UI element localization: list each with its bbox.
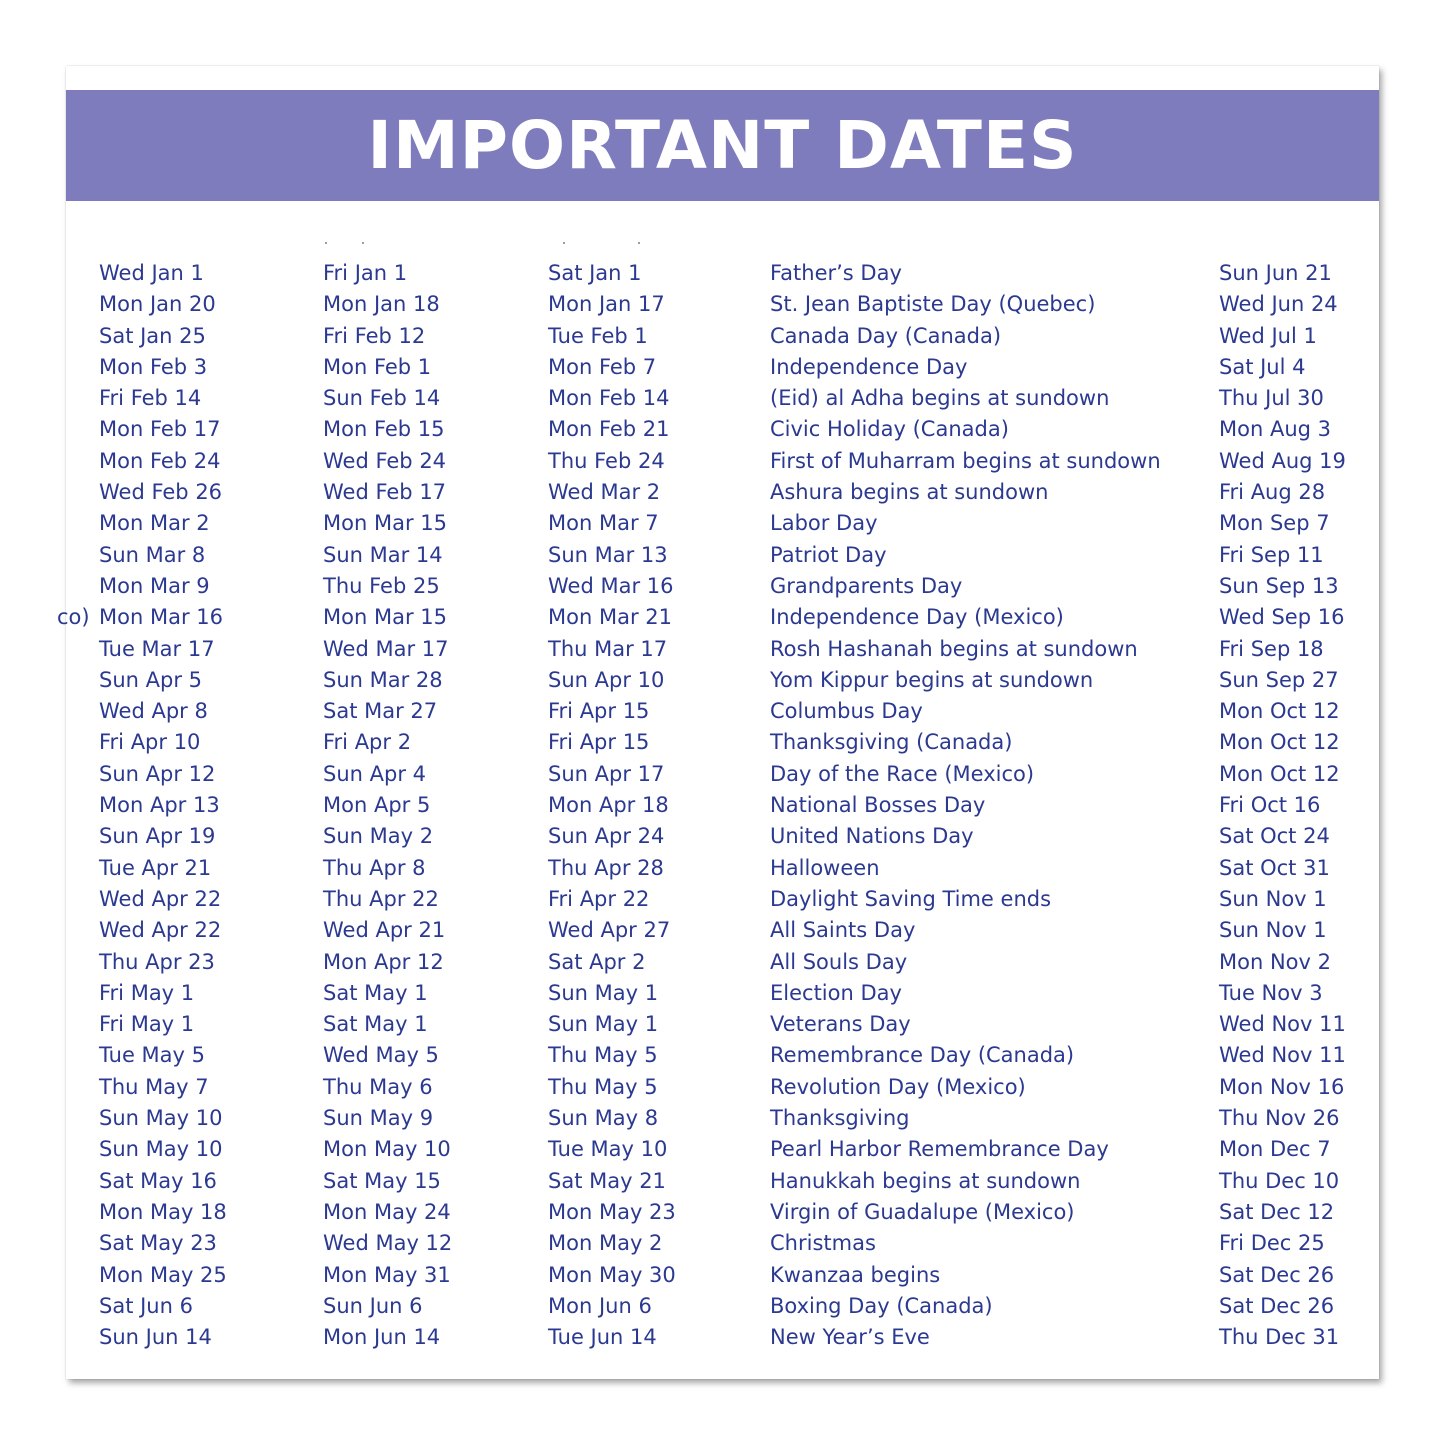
event-name: Virgin of Guadalupe (Mexico) — [770, 1199, 1075, 1224]
event-name: (Eid) al Adha begins at sundown — [770, 386, 1110, 411]
date-entry: Sun Apr 10 — [548, 667, 665, 692]
date-entry: Thu Nov 26 — [1219, 1106, 1340, 1131]
date-entry: Thu Dec 10 — [1219, 1168, 1340, 1193]
date-entry: Fri May 1 — [99, 1012, 195, 1037]
event-name: First of Muharram begins at sundown — [770, 448, 1161, 473]
date-entry — [57, 602, 227, 633]
date-entry: Mon May 18 — [99, 1199, 227, 1224]
date-entry: Sat Dec 12 — [1219, 1199, 1335, 1224]
header-mark — [325, 242, 327, 244]
event-name: Yom Kippur begins at sundown — [770, 667, 1094, 692]
event-name: Halloween — [770, 855, 880, 880]
date-entry: Fri Oct 16 — [1219, 793, 1321, 818]
date-entry: Sun Nov 1 — [1219, 886, 1327, 911]
date-entry: Sun Mar 13 — [548, 542, 668, 567]
date-entry: Mon Nov 16 — [1219, 1074, 1345, 1099]
date-entry: Thu Feb 25 — [323, 573, 440, 598]
event-name: Columbus Day — [770, 699, 923, 724]
header-mark — [362, 242, 364, 244]
date-entry: Wed Feb 24 — [323, 448, 447, 473]
date-entry: Fri Feb 14 — [99, 386, 202, 411]
date-entry: Wed Aug 19 — [1219, 448, 1346, 473]
date-entry: Tue Feb 1 — [548, 323, 648, 348]
event-name: Grandparents Day — [770, 573, 963, 598]
date-entry: Mon Mar 2 — [99, 511, 210, 536]
date-entry: Thu May 5 — [548, 1043, 658, 1068]
date-entry: Thu Jul 30 — [1219, 386, 1324, 411]
event-name: Kwanzaa begins — [770, 1262, 941, 1287]
event-name: Day of the Race (Mexico) — [770, 761, 1035, 786]
date-entry: Tue Apr 21 — [99, 855, 212, 880]
date-entry: Sun Jun 14 — [99, 1325, 212, 1350]
date-entry: Mon Jun 6 — [548, 1293, 652, 1318]
date-column-year-b — [323, 258, 452, 1353]
date-entry: Wed Apr 27 — [548, 918, 671, 943]
event-name: Patriot Day — [770, 542, 887, 567]
date-entry: Mon Apr 13 — [99, 793, 220, 818]
cut-off-text: co) — [57, 605, 90, 630]
date-entry: Sun May 1 — [548, 980, 659, 1005]
date-entry: Mon Mar 15 — [323, 605, 447, 630]
date-entry: Mon Feb 15 — [323, 417, 445, 442]
event-name: Thanksgiving (Canada) — [770, 730, 1013, 755]
date-entry: Wed Jun 24 — [1219, 292, 1338, 317]
date-entry: Tue May 5 — [99, 1043, 205, 1068]
date-entry: Wed Apr 8 — [99, 699, 208, 724]
date-entry: Mon Oct 12 — [1219, 761, 1340, 786]
date-entry: Fri Aug 28 — [1219, 480, 1326, 505]
event-name: Pearl Harbor Remembrance Day — [770, 1137, 1109, 1162]
event-name: Rosh Hashanah begins at sundown — [770, 636, 1138, 661]
title-banner — [66, 90, 1379, 201]
date-entry: Thu May 6 — [323, 1074, 433, 1099]
event-name: Labor Day — [770, 511, 878, 536]
date-entry: Mon Feb 21 — [548, 417, 670, 442]
event-name: Hanukkah begins at sundown — [770, 1168, 1081, 1193]
date-column-year-c — [548, 258, 676, 1353]
page-title: IMPORTANT DATES — [367, 107, 1078, 184]
date-entry: Tue May 10 — [548, 1137, 668, 1162]
date-entry: Mon Mar 21 — [548, 605, 672, 630]
date-entry: Fri Dec 25 — [1219, 1231, 1325, 1256]
date-entry: Mon Mar 7 — [548, 511, 659, 536]
event-name: United Nations Day — [770, 824, 974, 849]
date-entry: Mon Jan 20 — [99, 292, 216, 317]
date-entry: Mon Dec 7 — [1219, 1137, 1331, 1162]
date-entry: Fri Apr 15 — [548, 699, 650, 724]
date-entry: Wed Apr 22 — [99, 918, 222, 943]
date-entry: Sat Jul 4 — [1219, 354, 1306, 379]
date-entry: Sun Mar 28 — [323, 667, 443, 692]
date-entry: Mon Jan 17 — [548, 292, 665, 317]
date-entry: Mon Mar 9 — [99, 573, 210, 598]
date-entry: Sun Mar 14 — [323, 542, 443, 567]
date-entry: Wed May 12 — [323, 1231, 453, 1256]
date-entry: Sun May 9 — [323, 1106, 434, 1131]
date-entry: Sun May 1 — [548, 1012, 659, 1037]
date-entry: Wed Feb 17 — [323, 480, 447, 505]
date-entry: Thu Feb 24 — [548, 448, 665, 473]
date-entry: Sat Jan 1 — [548, 261, 642, 285]
date-entry: Sun Apr 24 — [548, 824, 665, 849]
date-entry: Mon Nov 2 — [1219, 949, 1331, 974]
date-entry: Sun Apr 5 — [99, 667, 202, 692]
date-entry: Sat May 1 — [323, 980, 428, 1005]
date-entry: Mon Oct 12 — [1219, 730, 1340, 755]
date-entry: Sun May 2 — [323, 824, 434, 849]
date-entry: Fri Apr 10 — [99, 730, 201, 755]
date-entry: Fri Jan 1 — [323, 261, 408, 285]
event-name: Boxing Day (Canada) — [770, 1293, 993, 1318]
date-entry: Sun Sep 27 — [1219, 667, 1339, 692]
event-name: Civic Holiday (Canada) — [770, 417, 1009, 442]
date-entry: Thu Apr 22 — [323, 886, 439, 911]
event-name: National Bosses Day — [770, 793, 986, 818]
date-entry: Mon Jan 18 — [323, 292, 440, 317]
event-name: Revolution Day (Mexico) — [770, 1074, 1026, 1099]
date-entry: Sat Dec 26 — [1219, 1262, 1335, 1287]
date-entry: Sun May 10 — [99, 1106, 223, 1131]
date-entry: Tue Jun 14 — [548, 1325, 657, 1350]
date-entry: Sat May 23 — [99, 1231, 217, 1256]
date-entry: Wed Sep 16 — [1219, 605, 1345, 630]
date-entry: Mon May 30 — [548, 1262, 676, 1287]
date-entry: Mon Mar 15 — [323, 511, 447, 536]
date-entry: Thu Apr 28 — [548, 855, 664, 880]
date-entry: Tue Mar 17 — [99, 636, 215, 661]
event-date-column — [1219, 258, 1346, 1353]
date-entry: Mon May 10 — [323, 1137, 451, 1162]
event-name: Independence Day — [770, 354, 968, 379]
event-name: Veterans Day — [770, 1012, 911, 1037]
date-entry: Sat May 15 — [323, 1168, 441, 1193]
date-entry: Wed Nov 11 — [1219, 1043, 1346, 1068]
date-entry: Thu Apr 23 — [99, 949, 215, 974]
event-name-column — [770, 258, 1161, 1353]
event-name: Election Day — [770, 980, 902, 1005]
date-column-year-a — [57, 258, 227, 1353]
event-name: St. Jean Baptiste Day (Quebec) — [770, 292, 1096, 317]
event-name: New Year’s Eve — [770, 1325, 930, 1350]
date-entry: Sat Apr 2 — [548, 949, 646, 974]
event-name: Thanksgiving — [770, 1106, 910, 1131]
date-entry: Sat Mar 27 — [323, 699, 438, 724]
date-entry: Sun Sep 13 — [1219, 573, 1339, 598]
date-entry: Sat Oct 31 — [1219, 855, 1330, 880]
date-entry: Wed May 5 — [323, 1043, 439, 1068]
date-entry: Sat May 16 — [99, 1168, 217, 1193]
date-entry: Mon May 24 — [323, 1199, 451, 1224]
date-entry: Mon Aug 3 — [1219, 417, 1331, 442]
date-entry: Mon Sep 7 — [1219, 511, 1330, 536]
date-entry: Sun Feb 14 — [323, 386, 441, 411]
date-text: Mon Mar 16 — [99, 605, 223, 630]
date-entry: Mon Feb 3 — [99, 354, 208, 379]
date-entry: Wed Nov 11 — [1219, 1012, 1346, 1037]
date-entry: Thu May 5 — [548, 1074, 658, 1099]
date-entry: Mon Oct 12 — [1219, 699, 1340, 724]
date-entry: Sat Dec 26 — [1219, 1293, 1335, 1318]
date-entry: Sat May 21 — [548, 1168, 666, 1193]
date-entry: Fri Sep 18 — [1219, 636, 1324, 661]
event-name: Canada Day (Canada) — [770, 323, 1002, 348]
date-entry: Mon May 31 — [323, 1262, 451, 1287]
date-entry: Mon Feb 14 — [548, 386, 670, 411]
date-entry: Sun Nov 1 — [1219, 918, 1327, 943]
date-entry: Wed Mar 2 — [548, 480, 661, 505]
date-entry: Fri Apr 15 — [548, 730, 650, 755]
date-entry: Sat Jun 6 — [99, 1293, 193, 1318]
event-name: Ashura begins at sundown — [770, 480, 1049, 505]
date-entry: Thu Apr 8 — [323, 855, 426, 880]
event-name: Remembrance Day (Canada) — [770, 1043, 1075, 1068]
date-entry: Mon Feb 7 — [548, 354, 657, 379]
date-entry: Tue Nov 3 — [1219, 980, 1323, 1005]
date-entry: Sun Apr 12 — [99, 761, 216, 786]
date-entry: Fri May 1 — [99, 980, 195, 1005]
date-entry: Mon Apr 5 — [323, 793, 431, 818]
date-entry: Sat May 1 — [323, 1012, 428, 1037]
header-mark — [638, 242, 640, 244]
date-entry: Mon Feb 24 — [99, 448, 221, 473]
date-entry: Wed Mar 17 — [323, 636, 449, 661]
event-name: Father’s Day — [770, 261, 902, 285]
date-entry: Mon Feb 17 — [99, 417, 221, 442]
date-entry: Fri Feb 12 — [323, 323, 426, 348]
date-entry: Sun May 10 — [99, 1137, 223, 1162]
date-entry: Sat Jan 25 — [99, 323, 206, 348]
event-name: All Saints Day — [770, 918, 916, 943]
date-entry: Wed Jan 1 — [99, 261, 204, 285]
date-entry: Mon May 25 — [99, 1262, 227, 1287]
date-entry: Wed Apr 22 — [99, 886, 222, 911]
event-name: Christmas — [770, 1231, 876, 1256]
event-name: All Souls Day — [770, 949, 908, 974]
header-mark — [563, 242, 565, 244]
date-entry: Sun Apr 17 — [548, 761, 665, 786]
date-entry: Sat Oct 24 — [1219, 824, 1330, 849]
date-entry: Sun Mar 8 — [99, 542, 206, 567]
date-entry: Wed Mar 16 — [548, 573, 674, 598]
event-name: Daylight Saving Time ends — [770, 886, 1052, 911]
date-entry: Mon Apr 12 — [323, 949, 444, 974]
date-entry: Thu Mar 17 — [548, 636, 668, 661]
date-entry: Sun Jun 6 — [323, 1293, 423, 1318]
date-entry: Sun May 8 — [548, 1106, 659, 1131]
date-entry: Sun Apr 4 — [323, 761, 426, 786]
date-entry: Wed Feb 26 — [99, 480, 223, 505]
date-entry: Wed Jul 1 — [1219, 323, 1317, 348]
event-name: Independence Day (Mexico) — [770, 605, 1064, 630]
important-dates-sheet — [57, 66, 1379, 1379]
date-entry: Mon May 2 — [548, 1231, 663, 1256]
date-entry: Fri Sep 11 — [1219, 542, 1324, 567]
date-entry: Wed Apr 21 — [323, 918, 446, 943]
date-entry: Mon Jun 14 — [323, 1325, 441, 1350]
date-entry: Fri Apr 2 — [323, 730, 412, 755]
date-entry: Sun Apr 19 — [99, 824, 216, 849]
date-entry: Sun Jun 21 — [1219, 261, 1332, 285]
date-entry: Mon Apr 18 — [548, 793, 669, 818]
date-entry: Fri Apr 22 — [548, 886, 650, 911]
date-entry: Mon May 23 — [548, 1199, 676, 1224]
date-entry: Mon Feb 1 — [323, 354, 432, 379]
date-entry: Thu May 7 — [99, 1074, 209, 1099]
date-entry: Thu Dec 31 — [1219, 1325, 1340, 1350]
